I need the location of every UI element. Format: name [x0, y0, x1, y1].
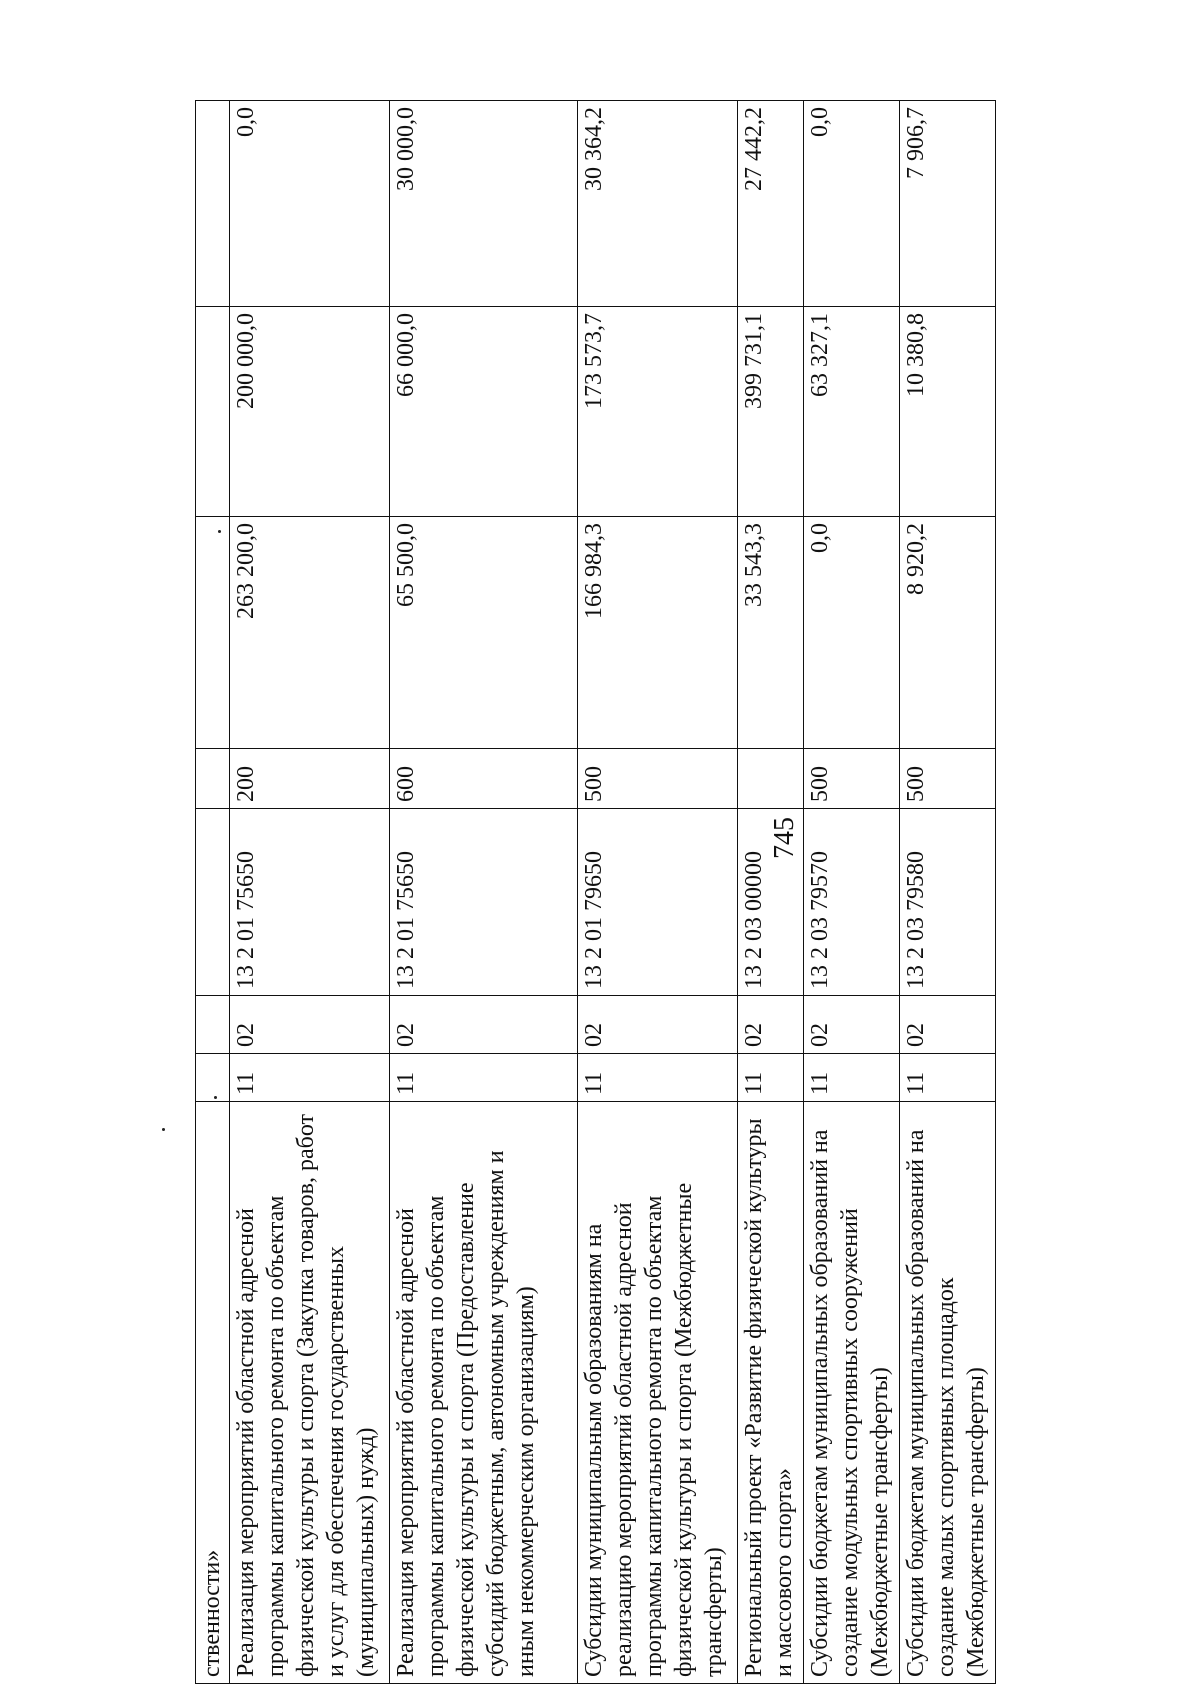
cell-subsection: 02	[900, 996, 996, 1054]
cell-subsection: 02	[578, 996, 738, 1054]
cell-amount-year3: 30 364,2	[578, 101, 738, 307]
cell-target-article: 13 2 01 79650	[578, 809, 738, 996]
cell-subsection: 02	[230, 996, 390, 1054]
cell-name: ственности»	[196, 1102, 230, 1684]
cell-expense-type: 200	[230, 749, 390, 809]
cell-target-article: 13 2 03 00000	[738, 809, 804, 996]
table-row	[738, 101, 804, 1684]
cell-expense-type: 500	[900, 749, 996, 809]
scan-speck	[162, 1128, 165, 1131]
cell-name: Региональный проект «Развитие физической культуры и массового спорта»	[738, 1102, 804, 1684]
cell-amount-year2: 66 000,0	[390, 307, 578, 517]
cell-target-article: 13 2 01 75650	[390, 809, 578, 996]
cell-expense-type: 500	[804, 749, 900, 809]
cell-section: 11	[900, 1054, 996, 1102]
cell-section: 11	[578, 1054, 738, 1102]
cell-amount-year2: 10 380,8	[900, 307, 996, 517]
budget-table-rotated	[195, 101, 1062, 1684]
cell-amount-year1: 65 500,0	[390, 517, 578, 749]
cell-name: Реализация мероприятий областной адресной программы капитального ремонта по объектам физической культуры и спорта (Предоставление субсидий бюджетным, автономным учреждениям и иным некоммерческим организациям)	[390, 1102, 578, 1684]
page-number: 745	[769, 817, 800, 859]
cell-subsection: 02	[804, 996, 900, 1054]
table-row	[578, 101, 738, 1684]
cell-name: Реализация мероприятий областной адресной программы капитального ремонта по объектам физической культуры и спорта (Закупка товаров, работ и услуг для обеспечения государственных (муниципальных) нужд)	[230, 1102, 390, 1684]
cell-amount-year1: 33 543,3	[738, 517, 804, 749]
cell-expense-type: 500	[578, 749, 738, 809]
cell-amount-year1: 0,0	[804, 517, 900, 749]
table-row	[390, 101, 578, 1684]
cell-subsection: 02	[390, 996, 578, 1054]
table-row	[804, 101, 900, 1684]
cell-target-article: 13 2 03 79580	[900, 809, 996, 996]
cell-expense-type: 600	[390, 749, 578, 809]
cell-amount-year3: 30 000,0	[390, 101, 578, 307]
cell-amount-year2: 173 573,7	[578, 307, 738, 517]
cell-amount-year2: 63 327,1	[804, 307, 900, 517]
cell-name: Субсидии муниципальным образованиям на реализацию мероприятий областной адресной программы капитального ремонта по объектам физической культуры и спорта (Межбюджетные трансферты)	[578, 1102, 738, 1684]
cell-amount-year3: 0,0	[230, 101, 390, 307]
table-row	[230, 101, 390, 1684]
cell-name: Субсидии бюджетам муниципальных образований на создание малых спортивных площадок (Межбюджетные трансферты)	[900, 1102, 996, 1684]
cell-section: 11	[230, 1054, 390, 1102]
cell-section: 11	[804, 1054, 900, 1102]
cell-amount-year3: 27 442,2	[738, 101, 804, 307]
cell-section: 11	[390, 1054, 578, 1102]
cell-target-article: 13 2 03 79570	[804, 809, 900, 996]
cell-subsection: 02	[738, 996, 804, 1054]
table-row-continuation	[196, 101, 230, 1684]
cell-amount-year1: 166 984,3	[578, 517, 738, 749]
cell-name: Субсидии бюджетам муниципальных образований на создание модульных спортивных сооружений (Межбюджетные трансферты)	[804, 1102, 900, 1684]
cell-amount-year1: 263 200,0	[230, 517, 390, 749]
cell-amount-year3: 7 906,7	[900, 101, 996, 307]
cell-amount-year1: 8 920,2	[900, 517, 996, 749]
cell-section: 11	[738, 1054, 804, 1102]
cell-amount-year2: 399 731,1	[738, 307, 804, 517]
cell-amount-year3: 0,0	[804, 101, 900, 307]
cell-expense-type	[738, 749, 804, 809]
cell-target-article: 13 2 01 75650	[230, 809, 390, 996]
table-row	[900, 101, 996, 1684]
budget-table	[195, 100, 996, 1684]
cell-amount-year2: 200 000,0	[230, 307, 390, 517]
